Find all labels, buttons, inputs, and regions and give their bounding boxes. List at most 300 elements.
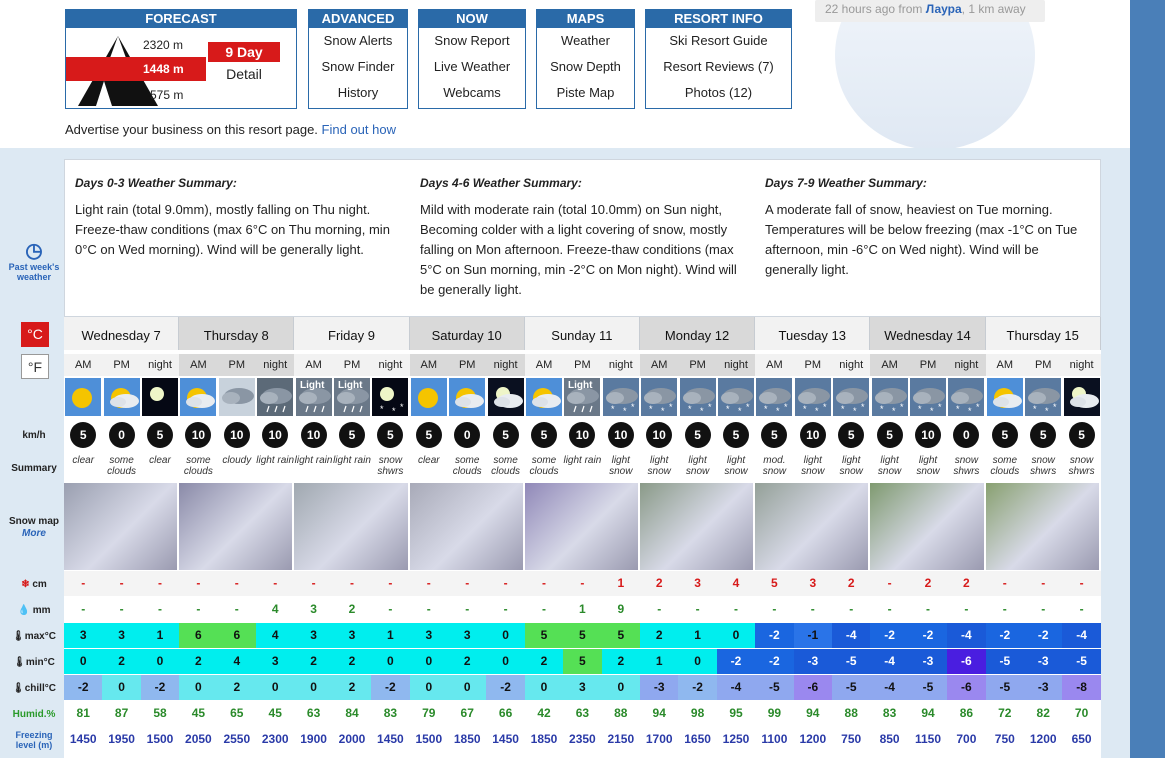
- svg-text:*: *: [956, 404, 960, 414]
- advanced-title[interactable]: ADVANCED: [309, 10, 407, 28]
- weather-summary-text: light rain: [333, 455, 371, 466]
- weather-summary-text: light rain: [256, 455, 295, 466]
- time-of-day-label: night: [371, 354, 409, 376]
- min-temp-value: 2: [102, 649, 140, 674]
- snow-cm-value: -: [410, 571, 448, 596]
- day-header[interactable]: Thursday 8: [179, 317, 294, 350]
- chill-temp-value: 3: [563, 675, 601, 700]
- snow-cm-value: -: [141, 571, 179, 596]
- freezing-level-value: 1450: [486, 727, 524, 752]
- weather-icon: [294, 378, 332, 416]
- humidity-value: 98: [678, 701, 716, 726]
- freezing-level-value: 1850: [525, 727, 563, 752]
- humidity-label: Humid.%: [12, 709, 56, 720]
- weather-summary-text: clear: [417, 455, 440, 466]
- humidity-value: 88: [832, 701, 870, 726]
- snow-cm-value: -: [870, 571, 908, 596]
- history-link[interactable]: History: [337, 85, 379, 100]
- snow-cm-value: -: [294, 571, 332, 596]
- wind-speed: 10: [262, 422, 288, 448]
- snow-cm-value: -: [64, 571, 102, 596]
- time-of-day-label: AM: [64, 354, 102, 376]
- min-temp-value: 3: [256, 649, 294, 674]
- time-of-day-label: night: [717, 354, 755, 376]
- webcams-link[interactable]: Webcams: [443, 85, 501, 100]
- weather-icon: [602, 378, 640, 416]
- svg-text:*: *: [764, 404, 768, 414]
- chill-temp-value: -4: [717, 675, 755, 700]
- time-of-day-label: PM: [563, 354, 601, 376]
- wind-speed: 5: [416, 422, 442, 448]
- max-temp-value: -4: [1062, 623, 1100, 648]
- wind-arrow-icon: [179, 420, 217, 450]
- weather-summary-text: snow shwrs: [1030, 455, 1057, 477]
- time-of-day-label: AM: [755, 354, 793, 376]
- min-temp-value: -3: [794, 649, 832, 674]
- min-temp-value: -4: [870, 649, 908, 674]
- freezing-level-value: 850: [870, 727, 908, 752]
- snow-cm-value: 2: [832, 571, 870, 596]
- max-temp-value: -2: [755, 623, 793, 648]
- weather-summary-text: light snow: [724, 455, 748, 477]
- min-temp-value: 0: [410, 649, 448, 674]
- svg-text:*: *: [891, 406, 896, 416]
- min-temp-value: -3: [909, 649, 947, 674]
- min-temp-value: -3: [1024, 649, 1062, 674]
- wind-speed: 5: [685, 422, 711, 448]
- weather-summary-text: cloudy: [222, 455, 252, 466]
- svg-text:Light: Light: [337, 380, 363, 391]
- weather-icon: [448, 378, 486, 416]
- wind-speed: 10: [224, 422, 250, 448]
- min-temp-value: -5: [986, 649, 1024, 674]
- max-temp-value: 3: [333, 623, 371, 648]
- snow-map-thumbnail[interactable]: [179, 483, 293, 570]
- weather-summary-text: snow shwrs: [377, 455, 404, 477]
- summary-days-0-3: Days 0-3 Weather Summary: Light rain (total 9.0mm), mostly falling on Thu night. Freeze-thaw conditions (max 6°C on Thu morning, min 0°C on Wed morning). Wind will be generally light.: [75, 176, 390, 257]
- live-weather-link[interactable]: Live Weather: [433, 59, 511, 74]
- snow-depth-link[interactable]: Snow Depth: [550, 59, 621, 74]
- summary-days-7-9: Days 7-9 Weather Summary: A moderate fall of snow, heaviest on Tue morning. Temperatures will be below freezing (max -1°C on Tue afternoon, min -6°C on Wed night). Wind will be generally light.: [765, 176, 1078, 277]
- chill-temp-value: 2: [333, 675, 371, 700]
- weather-icon: [1062, 378, 1100, 416]
- max-temp-value: -2: [870, 623, 908, 648]
- chill-temp-value: -2: [371, 675, 409, 700]
- rain-mm-value: -: [947, 597, 985, 622]
- snow-cm-value: -: [563, 571, 601, 596]
- rain-mm-label: 💧 mm: [17, 605, 51, 616]
- wind-arrow-icon: [525, 420, 563, 450]
- min-temp-value: -2: [717, 649, 755, 674]
- wind-arrow-icon: [678, 420, 716, 450]
- snow-cm-value: -: [448, 571, 486, 596]
- day-header[interactable]: Thursday 15: [986, 317, 1101, 350]
- snow-map-thumbnail[interactable]: [986, 483, 1100, 570]
- wind-arrow-icon: [794, 420, 832, 450]
- top-elevation[interactable]: 2320 m: [143, 38, 184, 52]
- rain-mm-value: 1: [563, 597, 601, 622]
- chill-temp-value: -4: [870, 675, 908, 700]
- day-header[interactable]: Wednesday 7: [64, 317, 179, 350]
- weather-icon: [525, 378, 563, 416]
- time-of-day-label: night: [256, 354, 294, 376]
- wind-arrow-icon: [563, 420, 601, 450]
- time-of-day-label: night: [141, 354, 179, 376]
- wind-arrow-icon: [909, 420, 947, 450]
- weather-icon: [410, 378, 448, 416]
- rain-mm-value: -: [678, 597, 716, 622]
- max-temp-value: 0: [717, 623, 755, 648]
- mid-elevation[interactable]: 1448 m: [143, 62, 184, 76]
- wind-speed: 5: [531, 422, 557, 448]
- min-temp-value: 2: [602, 649, 640, 674]
- time-of-day-label: AM: [294, 354, 332, 376]
- freezing-level-value: 2000: [333, 727, 371, 752]
- max-temp-value: -2: [1024, 623, 1062, 648]
- rain-mm-value: -: [102, 597, 140, 622]
- time-of-day-label: PM: [102, 354, 140, 376]
- rain-mm-value: 2: [333, 597, 371, 622]
- rain-mm-value: 4: [256, 597, 294, 622]
- time-of-day-label: PM: [218, 354, 256, 376]
- wind-speed: 10: [301, 422, 327, 448]
- rain-mm-value: -: [525, 597, 563, 622]
- forecast-title[interactable]: FORECAST: [66, 10, 296, 28]
- wind-arrow-icon: [102, 420, 140, 450]
- resort-info-title[interactable]: RESORT INFO: [646, 10, 791, 28]
- snow-map-thumbnail[interactable]: [525, 483, 639, 570]
- wind-arrow-icon: [640, 420, 678, 450]
- rain-mm-value: -: [717, 597, 755, 622]
- weather-map-link[interactable]: Weather: [561, 33, 610, 48]
- time-of-day-label: PM: [448, 354, 486, 376]
- day-header[interactable]: Tuesday 13: [755, 317, 870, 350]
- svg-text:Light: Light: [568, 380, 593, 391]
- snow-map-thumbnail[interactable]: [64, 483, 178, 570]
- freezing-level-value: 2350: [563, 727, 601, 752]
- advanced-nav: [308, 9, 408, 109]
- wind-speed: 5: [1069, 422, 1095, 448]
- rain-mm-value: 3: [294, 597, 332, 622]
- humidity-value: 86: [947, 701, 985, 726]
- time-of-day-label: night: [1062, 354, 1100, 376]
- time-of-day-label: night: [947, 354, 985, 376]
- snow-report-link[interactable]: Snow Report: [434, 33, 510, 48]
- freezing-level-value: 2300: [256, 727, 294, 752]
- wind-arrow-icon: [448, 420, 486, 450]
- weather-icon: [794, 378, 832, 416]
- max-temp-value: -4: [832, 623, 870, 648]
- freezing-level-value: 1950: [102, 727, 140, 752]
- svg-text:*: *: [707, 402, 712, 412]
- weather-summary-text: light rain: [294, 455, 333, 466]
- chill-temp-value: 2: [218, 675, 256, 700]
- mountain-graphic: [835, 0, 1035, 148]
- svg-text:*: *: [649, 404, 653, 414]
- ski-resort-guide-link[interactable]: Ski Resort Guide: [669, 33, 768, 48]
- wind-arrow-icon: [755, 420, 793, 450]
- forecast-nav: [65, 9, 297, 109]
- wind-speed: 0: [454, 422, 480, 448]
- find-out-how-link[interactable]: Find out how: [321, 122, 396, 137]
- rain-mm-value: -: [371, 597, 409, 622]
- weather-icon: [1024, 378, 1062, 416]
- min-temp-value: 2: [294, 649, 332, 674]
- humidity-value: 72: [986, 701, 1024, 726]
- svg-text:*: *: [380, 404, 384, 414]
- max-temp-value: 1: [678, 623, 716, 648]
- weather-summary: [64, 159, 1101, 317]
- svg-text:*: *: [802, 404, 807, 414]
- wind-speed: 10: [800, 422, 826, 448]
- snow-cm-value: -: [371, 571, 409, 596]
- day-header[interactable]: Saturday 10: [410, 317, 525, 350]
- weather-summary-text: some clouds: [491, 455, 521, 477]
- wind-arrow-icon: [717, 420, 755, 450]
- humidity-value: 84: [333, 701, 371, 726]
- nine-day-tab[interactable]: 9 Day: [208, 42, 280, 62]
- chill-temp-value: -5: [909, 675, 947, 700]
- snowflake-icon: ❄: [21, 579, 30, 590]
- clock-icon[interactable]: ◷: [25, 240, 43, 262]
- weather-icon: [333, 378, 371, 416]
- humidity-value: 83: [870, 701, 908, 726]
- now-nav: [418, 9, 526, 109]
- fahrenheit-button[interactable]: °F: [21, 354, 49, 379]
- rain-mm-value: -: [640, 597, 678, 622]
- snow-alerts-link[interactable]: Snow Alerts: [323, 33, 393, 48]
- day-header[interactable]: Wednesday 14: [870, 317, 985, 350]
- weather-summary-text: some clouds: [183, 455, 213, 477]
- weather-summary-text: light snow: [839, 455, 863, 477]
- weather-summary-text: mod. snow: [762, 455, 787, 477]
- time-of-day-label: AM: [525, 354, 563, 376]
- min-temp-value: 1: [640, 649, 678, 674]
- maps-title[interactable]: MAPS: [537, 10, 634, 28]
- wind-arrow-icon: [870, 420, 908, 450]
- weather-icon: [64, 378, 102, 416]
- humidity-value: 88: [602, 701, 640, 726]
- day-header[interactable]: Friday 9: [294, 317, 409, 350]
- humidity-value: 65: [218, 701, 256, 726]
- snow-map-more-link[interactable]: More: [22, 528, 46, 539]
- snow-map-thumbnail[interactable]: [755, 483, 869, 570]
- freezing-level-value: 1450: [64, 727, 102, 752]
- wind-speed: 5: [147, 422, 173, 448]
- snow-cm-value: 2: [909, 571, 947, 596]
- location-link[interactable]: Лаура: [925, 2, 962, 16]
- max-temp-value: 6: [179, 623, 217, 648]
- freezing-level-value: 1450: [371, 727, 409, 752]
- snow-map-thumbnail[interactable]: [294, 483, 408, 570]
- snow-map-thumbnail[interactable]: [640, 483, 754, 570]
- now-title[interactable]: NOW: [419, 10, 525, 28]
- rain-mm-value: -: [755, 597, 793, 622]
- wind-speed: 5: [838, 422, 864, 448]
- svg-text:Light: Light: [299, 380, 325, 391]
- svg-text:*: *: [392, 406, 396, 416]
- summary-days-4-6: Days 4-6 Weather Summary: Mild with moderate rain (total 10.0mm) on Sun night, Becoming colder with a light covering of snow, mostly falling on Mon afternoon. Freeze-thaw conditions (max 5°C on Sun morning, min -2°C on Mon night). Wind will be generally light.: [420, 176, 737, 297]
- day-header[interactable]: Sunday 11: [525, 317, 640, 350]
- freezing-level-value: 2150: [602, 727, 640, 752]
- celsius-button[interactable]: °C: [21, 322, 49, 347]
- weather-summary-text: light snow: [647, 455, 671, 477]
- time-of-day-label: AM: [870, 354, 908, 376]
- time-of-day-label: PM: [794, 354, 832, 376]
- freezing-level-value: 1500: [410, 727, 448, 752]
- wind-arrow-icon: [294, 420, 332, 450]
- weather-icon: [102, 378, 140, 416]
- svg-text:*: *: [630, 402, 635, 412]
- humidity-value: 82: [1024, 701, 1062, 726]
- wind-speed: 5: [992, 422, 1018, 448]
- resort-reviews-link[interactable]: Resort Reviews (7): [663, 59, 774, 74]
- elevation-mountain-icon[interactable]: [66, 28, 206, 108]
- weather-icon: [141, 378, 179, 416]
- piste-map-link[interactable]: Piste Map: [556, 85, 615, 100]
- max-temp-value: -4: [947, 623, 985, 648]
- snow-cm-value: -: [1024, 571, 1062, 596]
- rain-mm-value: -: [909, 597, 947, 622]
- svg-text:*: *: [822, 402, 827, 412]
- chill-temp-value: -5: [755, 675, 793, 700]
- rain-mm-value: -: [64, 597, 102, 622]
- max-temp-value: 4: [256, 623, 294, 648]
- weather-summary-text: some clouds: [990, 455, 1020, 477]
- summary-row-label: Summary: [11, 463, 57, 474]
- svg-text:*: *: [725, 404, 730, 414]
- weather-icon: [640, 378, 678, 416]
- chill-temp-value: -2: [486, 675, 524, 700]
- svg-text:*: *: [814, 406, 819, 416]
- weather-icon: [486, 378, 524, 416]
- weather-icon: [947, 378, 985, 416]
- max-temp-value: 6: [218, 623, 256, 648]
- snow-cm-value: -: [333, 571, 371, 596]
- freezing-level-value: 1500: [141, 727, 179, 752]
- wind-speed: 5: [761, 422, 787, 448]
- detail-tab[interactable]: Detail: [226, 66, 262, 82]
- chill-temp-value: 0: [410, 675, 448, 700]
- rain-mm-value: 9: [602, 597, 640, 622]
- weather-summary-text: clear: [149, 455, 171, 466]
- snow-cm-value: -: [179, 571, 217, 596]
- wind-speed: 5: [70, 422, 96, 448]
- humidity-value: 67: [448, 701, 486, 726]
- rain-mm-value: -: [832, 597, 870, 622]
- max-temp-value: 0: [486, 623, 524, 648]
- wind-arrow-icon: [64, 420, 102, 450]
- min-temp-value: 0: [371, 649, 409, 674]
- rain-mm-value: -: [218, 597, 256, 622]
- chill-temp-value: -6: [794, 675, 832, 700]
- svg-text:*: *: [853, 406, 857, 416]
- rain-mm-value: -: [1062, 597, 1100, 622]
- snow-map-thumbnail[interactable]: [410, 483, 524, 570]
- wind-speed: 5: [339, 422, 365, 448]
- freezing-level-value: 2550: [218, 727, 256, 752]
- weather-icon: [717, 378, 755, 416]
- humidity-value: 42: [525, 701, 563, 726]
- wind-speed: 10: [185, 422, 211, 448]
- snow-cm-value: 5: [755, 571, 793, 596]
- snow-map-thumbnail[interactable]: [870, 483, 984, 570]
- time-of-day-label: night: [832, 354, 870, 376]
- header-decoration: [815, 0, 1065, 148]
- chill-temp-value: -6: [947, 675, 985, 700]
- wind-arrow-icon: [218, 420, 256, 450]
- rain-mm-value: -: [486, 597, 524, 622]
- wind-arrow-icon: [256, 420, 294, 450]
- weather-summary-text: light rain: [563, 455, 602, 466]
- max-temp-value: 1: [371, 623, 409, 648]
- wind-unit-label: km/h: [22, 430, 46, 441]
- svg-text:*: *: [610, 404, 615, 414]
- wind-speed: 5: [1030, 422, 1056, 448]
- svg-text:*: *: [745, 402, 750, 412]
- min-temp-value: 0: [678, 649, 716, 674]
- chill-temp-value: -5: [986, 675, 1024, 700]
- forecast-table: [64, 317, 1101, 758]
- chill-temp-value: -2: [678, 675, 716, 700]
- svg-text:*: *: [899, 402, 904, 412]
- day-header[interactable]: Monday 12: [640, 317, 755, 350]
- photos-link[interactable]: Photos (12): [684, 85, 753, 100]
- svg-text:*: *: [661, 406, 665, 416]
- humidity-value: 45: [179, 701, 217, 726]
- snow-cm-value: 3: [678, 571, 716, 596]
- max-temp-value: 3: [448, 623, 486, 648]
- max-temp-label: 🌡max°C: [12, 631, 56, 642]
- raindrop-icon: 💧: [17, 605, 30, 616]
- freezing-level-value: 700: [947, 727, 985, 752]
- humidity-value: 94: [909, 701, 947, 726]
- chill-temp-value: 0: [525, 675, 563, 700]
- freezing-level-value: 2050: [179, 727, 217, 752]
- svg-text:*: *: [879, 404, 884, 414]
- time-of-day-label: PM: [333, 354, 371, 376]
- weather-summary-text: snow shwrs: [953, 455, 980, 477]
- advert-line: Advertise your business on this resort page. Find out how: [65, 122, 396, 137]
- humidity-value: 81: [64, 701, 102, 726]
- chill-temp-value: 0: [179, 675, 217, 700]
- time-of-day-label: AM: [179, 354, 217, 376]
- humidity-value: 94: [640, 701, 678, 726]
- wind-speed: 0: [953, 422, 979, 448]
- rain-mm-value: -: [986, 597, 1024, 622]
- svg-text:*: *: [669, 402, 673, 412]
- snow-finder-link[interactable]: Snow Finder: [321, 59, 395, 74]
- svg-text:*: *: [929, 406, 934, 416]
- rain-mm-value: -: [141, 597, 179, 622]
- snow-cm-value: 2: [640, 571, 678, 596]
- bottom-elevation[interactable]: 575 m: [150, 88, 184, 102]
- chill-temp-value: -3: [1024, 675, 1062, 700]
- humidity-value: 63: [294, 701, 332, 726]
- max-temp-value: 3: [102, 623, 140, 648]
- thermometer-icon: 🌡: [12, 631, 25, 642]
- past-weather-link[interactable]: Past week's weather: [8, 262, 60, 282]
- snow-cm-value: -: [256, 571, 294, 596]
- weather-icon: [870, 378, 908, 416]
- min-temp-value: -5: [832, 649, 870, 674]
- chill-temp-value: -2: [64, 675, 102, 700]
- weather-summary-text: light snow: [685, 455, 710, 477]
- snow-cm-value: 2: [947, 571, 985, 596]
- weather-icon: [218, 378, 256, 416]
- max-temp-value: -1: [794, 623, 832, 648]
- humidity-value: 58: [141, 701, 179, 726]
